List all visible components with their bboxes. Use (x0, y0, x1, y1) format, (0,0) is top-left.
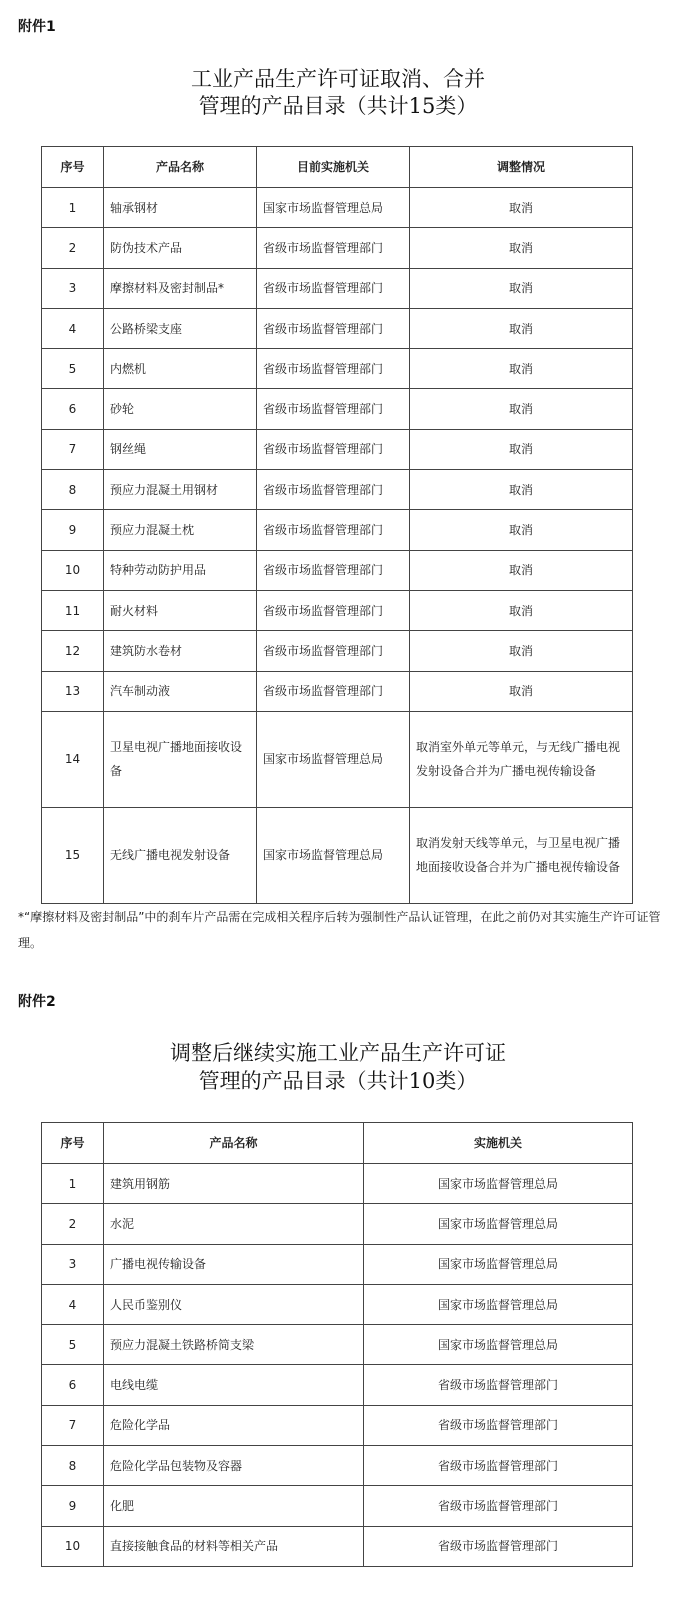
cell-seq: 8 (42, 1446, 104, 1486)
attachment2-label: 附件2 (18, 994, 56, 1010)
table-row (42, 429, 633, 469)
cell-authority: 省级市场监督管理部门 (257, 510, 410, 550)
cell-seq: 7 (42, 429, 104, 469)
cell-authority: 国家市场监督管理总局 (257, 188, 410, 228)
cell-product-name: 化肥 (104, 1486, 364, 1526)
cell-authority: 省级市场监督管理部门 (364, 1405, 633, 1445)
cell-product-name: 钢丝绳 (104, 429, 257, 469)
cell-adjustment: 取消 (410, 510, 633, 550)
cell-adjustment: 取消 (410, 550, 633, 590)
cell-adjustment: 取消 (410, 308, 633, 348)
cell-seq: 11 (42, 590, 104, 630)
cell-authority: 国家市场监督管理总局 (364, 1325, 633, 1365)
cell-seq: 6 (42, 389, 104, 429)
attachment2-table (41, 1122, 633, 1567)
cell-authority: 省级市场监督管理部门 (257, 268, 410, 308)
header-current-authority: 目前实施机关 (257, 147, 410, 188)
cell-seq: 9 (42, 510, 104, 550)
cell-authority: 省级市场监督管理部门 (257, 349, 410, 389)
table-row (42, 1164, 633, 1204)
cell-product-name: 轴承钢材 (104, 188, 257, 228)
table-row (42, 228, 633, 268)
header-adjustment: 调整情况 (410, 147, 633, 188)
cell-seq: 14 (42, 711, 104, 807)
table-row (42, 1325, 633, 1365)
table-row (42, 188, 633, 228)
table-row (42, 1365, 633, 1405)
cell-authority: 国家市场监督管理总局 (364, 1244, 633, 1284)
table-row (42, 1486, 633, 1526)
cell-adjustment: 取消 (410, 349, 633, 389)
cell-seq: 3 (42, 268, 104, 308)
cell-product-name: 摩擦材料及密封制品* (104, 268, 257, 308)
cell-seq: 7 (42, 1405, 104, 1445)
cell-product-name: 公路桥梁支座 (104, 308, 257, 348)
cell-product-name: 预应力混凝土用钢材 (104, 470, 257, 510)
table-row (42, 807, 633, 903)
cell-authority: 省级市场监督管理部门 (364, 1446, 633, 1486)
cell-seq: 12 (42, 631, 104, 671)
cell-adjustment: 取消 (410, 671, 633, 711)
cell-product-name: 预应力混凝土铁路桥简支梁 (104, 1325, 364, 1365)
cell-product-name: 特种劳动防护用品 (104, 550, 257, 590)
cell-seq: 10 (42, 550, 104, 590)
cell-product-name: 人民币鉴别仪 (104, 1284, 364, 1324)
table-row (42, 711, 633, 807)
cell-authority: 省级市场监督管理部门 (257, 429, 410, 469)
cell-authority: 省级市场监督管理部门 (257, 389, 410, 429)
cell-seq: 6 (42, 1365, 104, 1405)
cell-product-name: 危险化学品包装物及容器 (104, 1446, 364, 1486)
cell-product-name: 水泥 (104, 1204, 364, 1244)
cell-seq: 9 (42, 1486, 104, 1526)
cell-adjustment: 取消 (410, 389, 633, 429)
cell-adjustment: 取消 (410, 228, 633, 268)
cell-product-name: 电线电缆 (104, 1365, 364, 1405)
cell-seq: 2 (42, 228, 104, 268)
cell-adjustment: 取消 (410, 470, 633, 510)
cell-seq: 1 (42, 188, 104, 228)
cell-seq: 10 (42, 1526, 104, 1566)
table-row (42, 550, 633, 590)
attachment2-title-line2: 管理的产品目录（共计10类） (198, 1069, 478, 1093)
cell-seq: 5 (42, 349, 104, 389)
cell-product-name: 耐火材料 (104, 590, 257, 630)
cell-authority: 省级市场监督管理部门 (257, 590, 410, 630)
cell-authority: 省级市场监督管理部门 (257, 228, 410, 268)
cell-seq: 5 (42, 1325, 104, 1365)
attachment1-title-line2: 管理的产品目录（共计15类） (198, 94, 478, 118)
table-row (42, 470, 633, 510)
table-header-row (42, 1123, 633, 1164)
table-row (42, 631, 633, 671)
cell-authority: 省级市场监督管理部门 (257, 308, 410, 348)
header-seq: 序号 (42, 1123, 104, 1164)
cell-seq: 1 (42, 1164, 104, 1204)
attachment2-title-line1: 调整后继续实施工业产品生产许可证 (170, 1041, 506, 1065)
cell-authority: 省级市场监督管理部门 (364, 1486, 633, 1526)
cell-seq: 15 (42, 807, 104, 903)
cell-authority: 省级市场监督管理部门 (257, 671, 410, 711)
cell-authority: 省级市场监督管理部门 (257, 470, 410, 510)
table-row (42, 1244, 633, 1284)
attachment1-title-line1: 工业产品生产许可证取消、合并 (191, 67, 485, 91)
cell-product-name: 无线广播电视发射设备 (104, 807, 257, 903)
table-row (42, 590, 633, 630)
cell-seq: 4 (42, 308, 104, 348)
cell-adjustment: 取消室外单元等单元，与无线广播电视发射设备合并为广播电视传输设备 (410, 711, 633, 807)
cell-authority: 省级市场监督管理部门 (257, 631, 410, 671)
cell-adjustment: 取消 (410, 590, 633, 630)
attachment1-note: *“摩擦材料及密封制品”中的刹车片产品需在完成相关程序后转为强制性产品认证管理，在此之前仍对其实施生产许可证管理。 (18, 910, 661, 950)
cell-product-name: 防伪技术产品 (104, 228, 257, 268)
cell-authority: 省级市场监督管理部门 (364, 1365, 633, 1405)
header-product-name: 产品名称 (104, 1123, 364, 1164)
table-row (42, 1204, 633, 1244)
table-row (42, 1284, 633, 1324)
cell-adjustment: 取消 (410, 188, 633, 228)
attachment1-label: 附件1 (18, 19, 56, 35)
attachment1-table (41, 146, 633, 904)
cell-authority: 省级市场监督管理部门 (364, 1526, 633, 1566)
cell-authority: 国家市场监督管理总局 (364, 1204, 633, 1244)
cell-product-name: 直接接触食品的材料等相关产品 (104, 1526, 364, 1566)
cell-product-name: 危险化学品 (104, 1405, 364, 1445)
table-header-row (42, 147, 633, 188)
cell-adjustment: 取消 (410, 631, 633, 671)
cell-seq: 4 (42, 1284, 104, 1324)
header-seq: 序号 (42, 147, 104, 188)
cell-seq: 13 (42, 671, 104, 711)
header-product-name: 产品名称 (104, 147, 257, 188)
cell-product-name: 卫星电视广播地面接收设备 (104, 711, 257, 807)
table-row (42, 308, 633, 348)
cell-adjustment: 取消发射天线等单元，与卫星电视广播地面接收设备合并为广播电视传输设备 (410, 807, 633, 903)
cell-product-name: 建筑用钢筋 (104, 1164, 364, 1204)
cell-product-name: 汽车制动液 (104, 671, 257, 711)
cell-authority: 国家市场监督管理总局 (364, 1164, 633, 1204)
cell-seq: 8 (42, 470, 104, 510)
table-row (42, 671, 633, 711)
cell-authority: 国家市场监督管理总局 (364, 1284, 633, 1324)
cell-adjustment: 取消 (410, 268, 633, 308)
cell-product-name: 预应力混凝土枕 (104, 510, 257, 550)
cell-product-name: 内燃机 (104, 349, 257, 389)
cell-seq: 3 (42, 1244, 104, 1284)
table-row (42, 1446, 633, 1486)
cell-seq: 2 (42, 1204, 104, 1244)
table-row (42, 510, 633, 550)
header-authority: 实施机关 (364, 1123, 633, 1164)
cell-product-name: 广播电视传输设备 (104, 1244, 364, 1284)
cell-authority: 省级市场监督管理部门 (257, 550, 410, 590)
cell-product-name: 建筑防水卷材 (104, 631, 257, 671)
table-row (42, 1405, 633, 1445)
cell-authority: 国家市场监督管理总局 (257, 711, 410, 807)
table-row (42, 349, 633, 389)
cell-authority: 国家市场监督管理总局 (257, 807, 410, 903)
cell-product-name: 砂轮 (104, 389, 257, 429)
cell-adjustment: 取消 (410, 429, 633, 469)
table-row (42, 389, 633, 429)
table-row (42, 1526, 633, 1566)
table-row (42, 268, 633, 308)
